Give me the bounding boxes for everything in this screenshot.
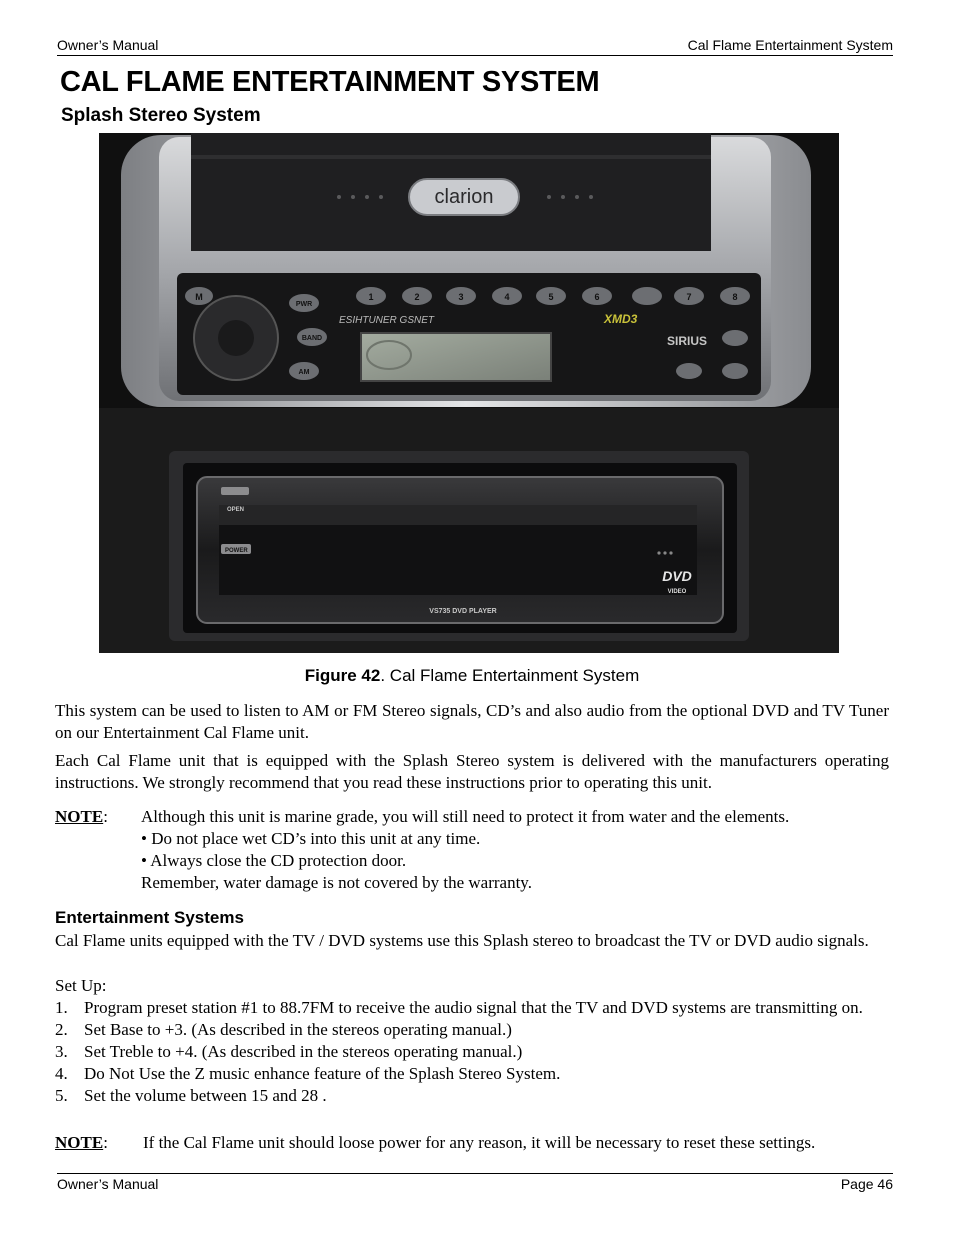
sirius-logo: SIRIUS <box>667 334 708 348</box>
dvd-open-label: OPEN <box>227 507 245 513</box>
figure-label: Figure 42 <box>304 666 381 685</box>
xmd3-logo: XMD3 <box>604 312 638 326</box>
footer-left: Owner’s Manual <box>57 1176 159 1192</box>
page-title: CAL FLAME ENTERTAINMENT SYSTEM <box>60 66 600 98</box>
dvd-video-label: VIDEO <box>667 589 687 595</box>
svg-text:5: 5 <box>548 292 554 302</box>
list-item: 4. Do Not Use the Z music enhance feature of the Splash Stereo System. <box>55 1064 561 1083</box>
page-footer <box>57 1173 893 1192</box>
svg-text:PWR: PWR <box>295 301 313 308</box>
note-label: NOTE <box>55 807 104 826</box>
stereo-feature-logos: ESIHTUNER GSNET <box>339 315 435 326</box>
section-intro: Cal Flame units equipped with the TV / DVD systems use this Splash stereo to broadcast the TV or DVD audio signals. <box>55 931 869 950</box>
note-line: Remember, water damage is not covered by the warranty. <box>141 873 532 892</box>
list-item: 5. Set the volume between 15 and 28 . <box>55 1086 327 1105</box>
svg-text:2: 2 <box>414 292 420 302</box>
dvd-model-label: VS735 DVD PLAYER <box>429 608 497 615</box>
svg-text:4: 4 <box>504 292 510 302</box>
paragraph-instructions: Each Cal Flame unit that is equipped with the Splash Stereo system is delivered with the manufacturers operating instructions. We strongly recommend that you read these instructions prior to operating this unit. <box>55 751 889 792</box>
dvd-power-label: POWER <box>225 548 248 554</box>
svg-text:M: M <box>195 292 203 302</box>
setup-steps-list <box>55 997 889 1107</box>
page-number: Page 46 <box>840 1176 893 1192</box>
note-line: • Always close the CD protection door. <box>141 851 407 870</box>
svg-text:1: 1 <box>368 292 374 302</box>
figure-caption <box>0 666 944 686</box>
header-right: Cal Flame Entertainment System <box>687 37 893 53</box>
svg-text:6: 6 <box>594 292 600 302</box>
header-left: Owner’s Manual <box>57 37 159 53</box>
figure-caption-text: . Cal Flame Entertainment System <box>380 666 640 685</box>
note-line: Although this unit is marine grade, you will still need to protect it from water and the elements. <box>141 807 790 826</box>
svg-text:8: 8 <box>732 292 738 302</box>
list-item: 1. Program preset station #1 to 88.7FM to receive the audio signal that the TV and DVD systems are transmitting on. <box>55 998 863 1017</box>
section-heading: Entertainment Systems <box>55 908 244 927</box>
list-item: 3. Set Treble to +4. (As described in the stereos operating manual.) <box>55 1042 523 1061</box>
page-subtitle: Splash Stereo System <box>61 105 261 126</box>
svg-text:3: 3 <box>458 292 464 302</box>
list-item: 2. Set Base to +3. (As described in the stereos operating manual.) <box>55 1020 512 1039</box>
clarion-logo: clarion <box>434 186 494 208</box>
svg-text:BAND: BAND <box>301 335 323 342</box>
svg-text:AM: AM <box>298 369 310 376</box>
stereo-photo-illustration <box>99 133 839 653</box>
svg-text:7: 7 <box>686 292 692 302</box>
setup-label: Set Up: <box>55 976 107 995</box>
note-line: • Do not place wet CD’s into this unit at any time. <box>141 829 481 848</box>
note-label: NOTE <box>55 1133 104 1152</box>
dvd-logo: DVD <box>662 568 692 584</box>
figure-photo <box>99 133 839 653</box>
paragraph-intro: This system can be used to listen to AM or FM Stereo signals, CD’s and also audio from the optional DVD and TV Tuner on our Entertainment Cal Flame unit. <box>55 701 889 742</box>
page-header <box>57 37 893 56</box>
note-text: If the Cal Flame unit should loose power for any reason, it will be necessary to reset these settings. <box>143 1133 816 1152</box>
